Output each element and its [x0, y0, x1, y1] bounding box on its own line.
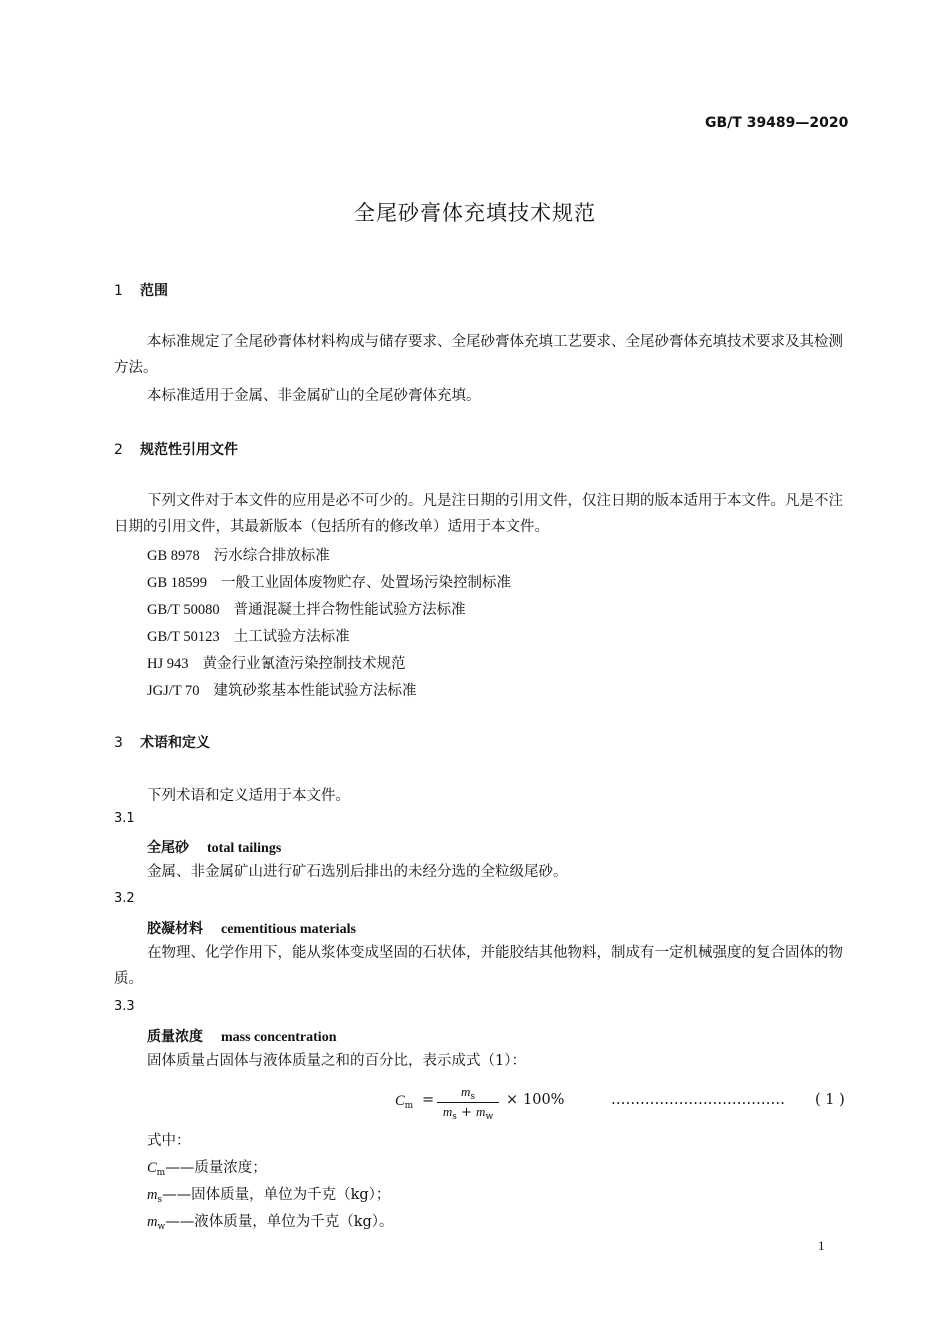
- formula-sub: s: [452, 1112, 457, 1122]
- reference-item: [147, 544, 330, 565]
- fraction-numerator: [437, 1084, 499, 1102]
- section-2-paragraph-1: 下列文件对于本文件的应用是必不可少的。凡是注日期的引用文件，仅注日期的版本适用于本文件。凡是不注日期的引用文件，其最新版本（包括所有的修改单）适用于本文件。: [114, 493, 843, 535]
- formula-sub: s: [470, 1092, 475, 1102]
- where-desc: ——质量浓度；: [165, 1160, 267, 1176]
- where-item: [147, 1156, 267, 1178]
- reference-code: JGJ/T 70: [147, 683, 200, 699]
- where-var: m: [147, 1187, 158, 1203]
- where-sub: s: [157, 1195, 163, 1205]
- section-2-heading: [114, 439, 238, 459]
- where-sub: m: [156, 1168, 166, 1178]
- term-heading: [147, 837, 281, 857]
- standard-code: GB/T 39489—2020: [705, 115, 849, 131]
- reference-code: GB 18599: [147, 575, 208, 591]
- formula-equals: =: [422, 1092, 435, 1108]
- formula-leader-dots: ………………………………: [611, 1092, 785, 1108]
- fraction-denominator: [437, 1104, 499, 1122]
- reference-code: HJ 943: [147, 656, 189, 672]
- section-number: 2: [114, 442, 123, 458]
- formula-var: m: [476, 1104, 486, 1119]
- reference-item: [147, 598, 466, 619]
- document-title: 全尾砂膏体充填技术规范: [354, 201, 596, 225]
- section-1-paragraph-2: 本标准适用于金属、非金属矿山的全尾砂膏体充填。: [147, 388, 481, 404]
- term-definition: 固体质量占固体与液体质量之和的百分比，表示成式（1）：: [147, 1053, 526, 1069]
- where-label: 式中：: [147, 1133, 191, 1149]
- term-zh: 胶凝材料: [147, 921, 203, 937]
- term-en: total tailings: [207, 841, 282, 856]
- reference-name: 普通混凝土拌合物性能试验方法标准: [233, 602, 466, 618]
- reference-name: 土工试验方法标准: [233, 629, 350, 645]
- reference-code: GB 8978: [147, 548, 200, 564]
- formula-plus: +: [461, 1105, 472, 1120]
- formula-var: m: [442, 1104, 453, 1119]
- where-var: m: [147, 1214, 158, 1230]
- term-en: cementitious materials: [221, 922, 356, 937]
- where-var: C: [147, 1160, 157, 1176]
- reference-name: 建筑砂浆基本性能试验方法标准: [213, 683, 417, 699]
- section-number: 3: [114, 735, 123, 751]
- formula-number: ( 1 ): [815, 1092, 845, 1108]
- reference-name: 污水综合排放标准: [213, 548, 330, 564]
- term-definition: 在物理、化学作用下，能从浆体变成坚固的石状体，并能胶结其他物料，制成有一定机械强度的复合固体的物质。: [114, 945, 843, 987]
- section-1-heading: [114, 280, 168, 300]
- formula-var: C: [395, 1093, 405, 1109]
- term-definition: 金属、非金属矿山进行矿石选别后排出的未经分选的全粒级尾砂。: [147, 864, 568, 880]
- section-number: 1: [114, 283, 123, 299]
- fraction-bar: [437, 1102, 499, 1103]
- section-title: 术语和定义: [140, 735, 210, 751]
- where-item: [147, 1210, 394, 1232]
- reference-code: GB/T 50080: [147, 602, 220, 618]
- section-3-intro: 下列术语和定义适用于本文件。: [147, 788, 350, 804]
- section-title: 规范性引用文件: [140, 442, 238, 458]
- reference-item: [147, 571, 511, 592]
- term-en: mass concentration: [221, 1030, 337, 1045]
- term-number: 3.3: [114, 999, 135, 1014]
- formula-lhs: [395, 1093, 413, 1111]
- term-zh: 全尾砂: [147, 840, 189, 856]
- term-number: 3.1: [114, 811, 135, 826]
- formula-sub: w: [485, 1112, 494, 1122]
- term-heading: [147, 918, 356, 938]
- where-desc: ——液体质量，单位为千克（kg）。: [165, 1214, 394, 1230]
- formula-var: m: [460, 1084, 471, 1099]
- section-3-heading: [114, 732, 210, 752]
- where-desc: ——固体质量，单位为千克（kg）；: [162, 1187, 391, 1203]
- reference-item: [147, 625, 350, 646]
- reference-item: [147, 652, 406, 673]
- reference-item: [147, 679, 417, 700]
- term-heading: [147, 1026, 337, 1046]
- section-title: 范围: [140, 283, 168, 299]
- where-item: [147, 1183, 390, 1205]
- reference-name: 黄金行业氰渣污染控制技术规范: [202, 656, 406, 672]
- section-1-paragraph-1: 本标准规定了全尾砂膏体材料构成与储存要求、全尾砂膏体充填工艺要求、全尾砂膏体充填技术要求及其检测方法。: [114, 334, 843, 376]
- term-number: 3.2: [114, 891, 135, 906]
- reference-name: 一般工业固体废物贮存、处置场污染控制标准: [221, 575, 512, 591]
- term-zh: 质量浓度: [147, 1029, 203, 1045]
- page-number: 1: [818, 1238, 825, 1253]
- formula-percent: 100%: [523, 1092, 565, 1108]
- reference-code: GB/T 50123: [147, 629, 220, 645]
- where-sub: w: [157, 1222, 166, 1232]
- formula-sub: m: [404, 1101, 414, 1111]
- formula-times: ×: [506, 1092, 519, 1108]
